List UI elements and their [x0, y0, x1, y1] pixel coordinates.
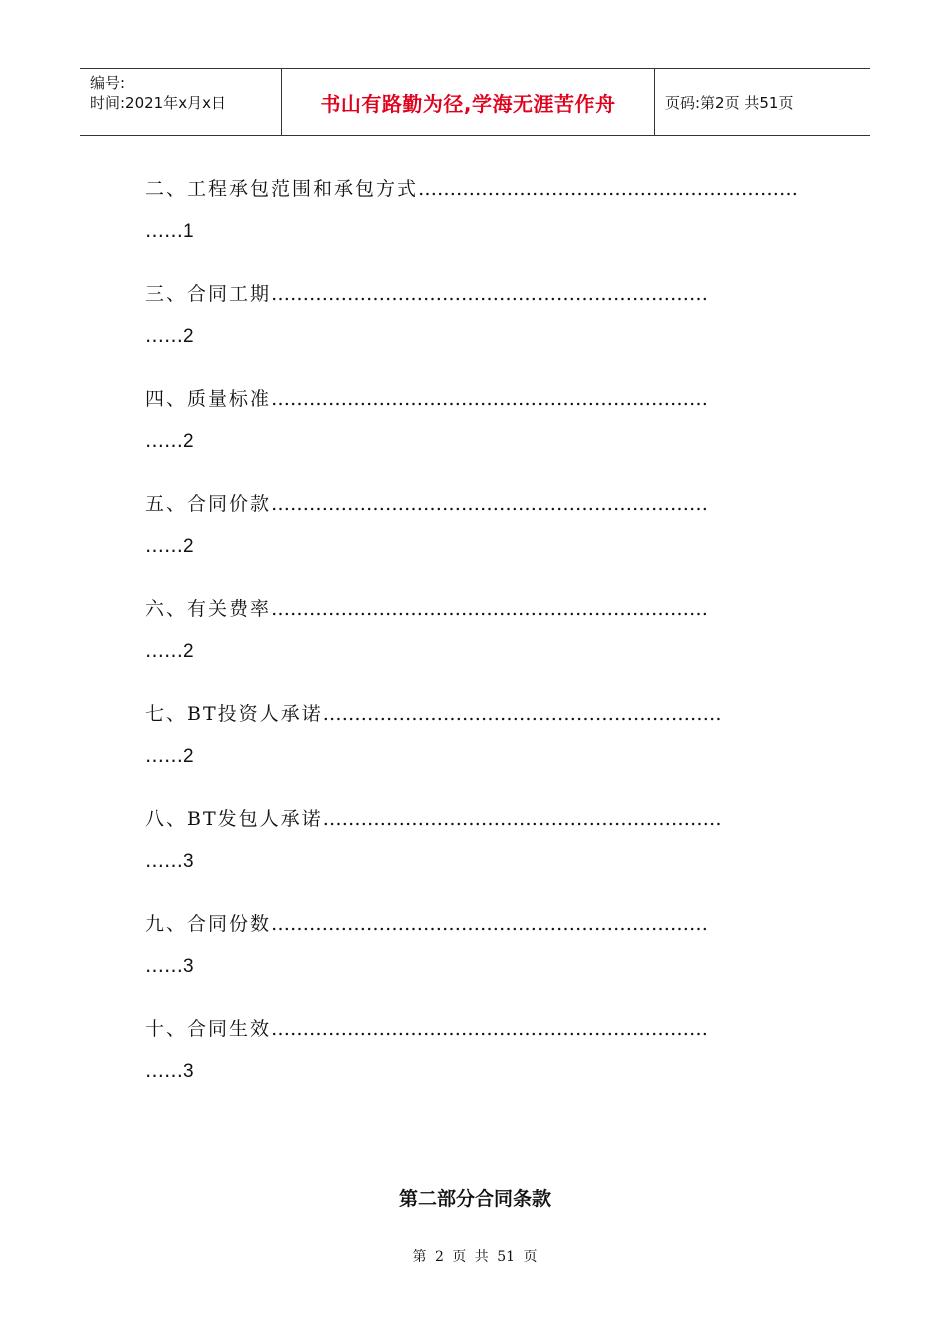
toc-leader-dots: …………………………………………………… — [418, 178, 799, 200]
toc-entry-page-line — [145, 735, 805, 777]
toc-leader-dots: ……………………………………………………… — [322, 703, 722, 725]
toc-leader-dots: …… — [145, 325, 183, 347]
toc-entry[interactable] — [145, 273, 805, 378]
header-page-info: 页码:第2页 共51页 — [665, 93, 794, 112]
toc-page-number: 2 — [183, 641, 194, 662]
toc-entry-title-line — [145, 168, 805, 210]
toc-entry-title-line — [145, 483, 805, 525]
toc-entry[interactable] — [145, 483, 805, 588]
toc-entry-label: 十、合同生效 — [145, 1018, 272, 1040]
toc-leader-dots: …………………………………………………………… — [271, 388, 709, 410]
toc-entry[interactable] — [145, 1008, 805, 1113]
toc-entry-page-line — [145, 210, 805, 252]
toc-entry-title-line — [145, 903, 805, 945]
toc-leader-dots: …………………………………………………………… — [271, 1018, 709, 1040]
toc-entry[interactable] — [145, 798, 805, 903]
toc-page-number: 3 — [183, 851, 194, 872]
header-meta — [80, 69, 282, 135]
toc-leader-dots: …… — [145, 1060, 183, 1082]
toc-leader-dots: …… — [145, 745, 183, 767]
toc-entry[interactable] — [145, 168, 805, 273]
toc-leader-dots: …………………………………………………………… — [271, 283, 709, 305]
toc-entry-label: 九、合同份数 — [145, 913, 272, 935]
toc-leader-dots: …… — [145, 850, 183, 872]
table-of-contents — [145, 168, 805, 1113]
toc-page-number: 2 — [183, 431, 194, 452]
toc-entry[interactable] — [145, 588, 805, 693]
toc-leader-dots: …… — [145, 220, 183, 242]
toc-entry-page-line — [145, 840, 805, 882]
toc-entry-page-line — [145, 945, 805, 987]
toc-entry-label: 七、BT投资人承诺 — [145, 703, 323, 725]
toc-page-number: 2 — [183, 746, 194, 767]
toc-leader-dots: …… — [145, 535, 183, 557]
toc-entry-page-line — [145, 420, 805, 462]
page-footer: 第 2 页 共 51 页 — [412, 1249, 538, 1265]
toc-leader-dots: …………………………………………………………… — [271, 913, 709, 935]
toc-entry-page-line — [145, 315, 805, 357]
number-label: 编号: — [90, 74, 126, 92]
toc-page-number: 3 — [183, 1061, 194, 1082]
toc-entry-page-line — [145, 630, 805, 672]
toc-leader-dots: …………………………………………………………… — [271, 598, 709, 620]
header-motto: 书山有路勤为径,学海无涯苦作舟 — [282, 69, 655, 135]
section-title: 第二部分合同条款 — [398, 1188, 551, 1210]
toc-entry-title-line — [145, 1008, 805, 1050]
toc-leader-dots: …… — [145, 430, 183, 452]
toc-page-number: 3 — [183, 956, 194, 977]
toc-leader-dots: ……………………………………………………… — [322, 808, 722, 830]
toc-page-number: 2 — [183, 536, 194, 557]
toc-entry-label: 六、有关费率 — [145, 598, 272, 620]
toc-entry[interactable] — [145, 903, 805, 1008]
toc-entry-label: 八、BT发包人承诺 — [145, 808, 323, 830]
toc-page-number: 1 — [183, 221, 194, 242]
toc-entry[interactable] — [145, 378, 805, 483]
toc-entry-label: 二、工程承包范围和承包方式 — [145, 178, 419, 200]
toc-entry-title-line — [145, 693, 805, 735]
toc-leader-dots: …… — [145, 640, 183, 662]
toc-entry-label: 三、合同工期 — [145, 283, 272, 305]
toc-entry[interactable] — [145, 693, 805, 798]
toc-entry-label: 四、质量标准 — [145, 388, 272, 410]
toc-entry-label: 五、合同价款 — [145, 493, 272, 515]
time-label: 时间:2021年x月x日 — [90, 94, 226, 112]
toc-entry-title-line — [145, 273, 805, 315]
toc-page-number: 2 — [183, 326, 194, 347]
toc-leader-dots: …… — [145, 955, 183, 977]
toc-entry-page-line — [145, 1050, 805, 1092]
toc-entry-page-line — [145, 525, 805, 567]
page-header — [80, 68, 870, 136]
toc-leader-dots: …………………………………………………………… — [271, 493, 709, 515]
toc-entry-title-line — [145, 798, 805, 840]
toc-entry-title-line — [145, 588, 805, 630]
toc-entry-title-line — [145, 378, 805, 420]
